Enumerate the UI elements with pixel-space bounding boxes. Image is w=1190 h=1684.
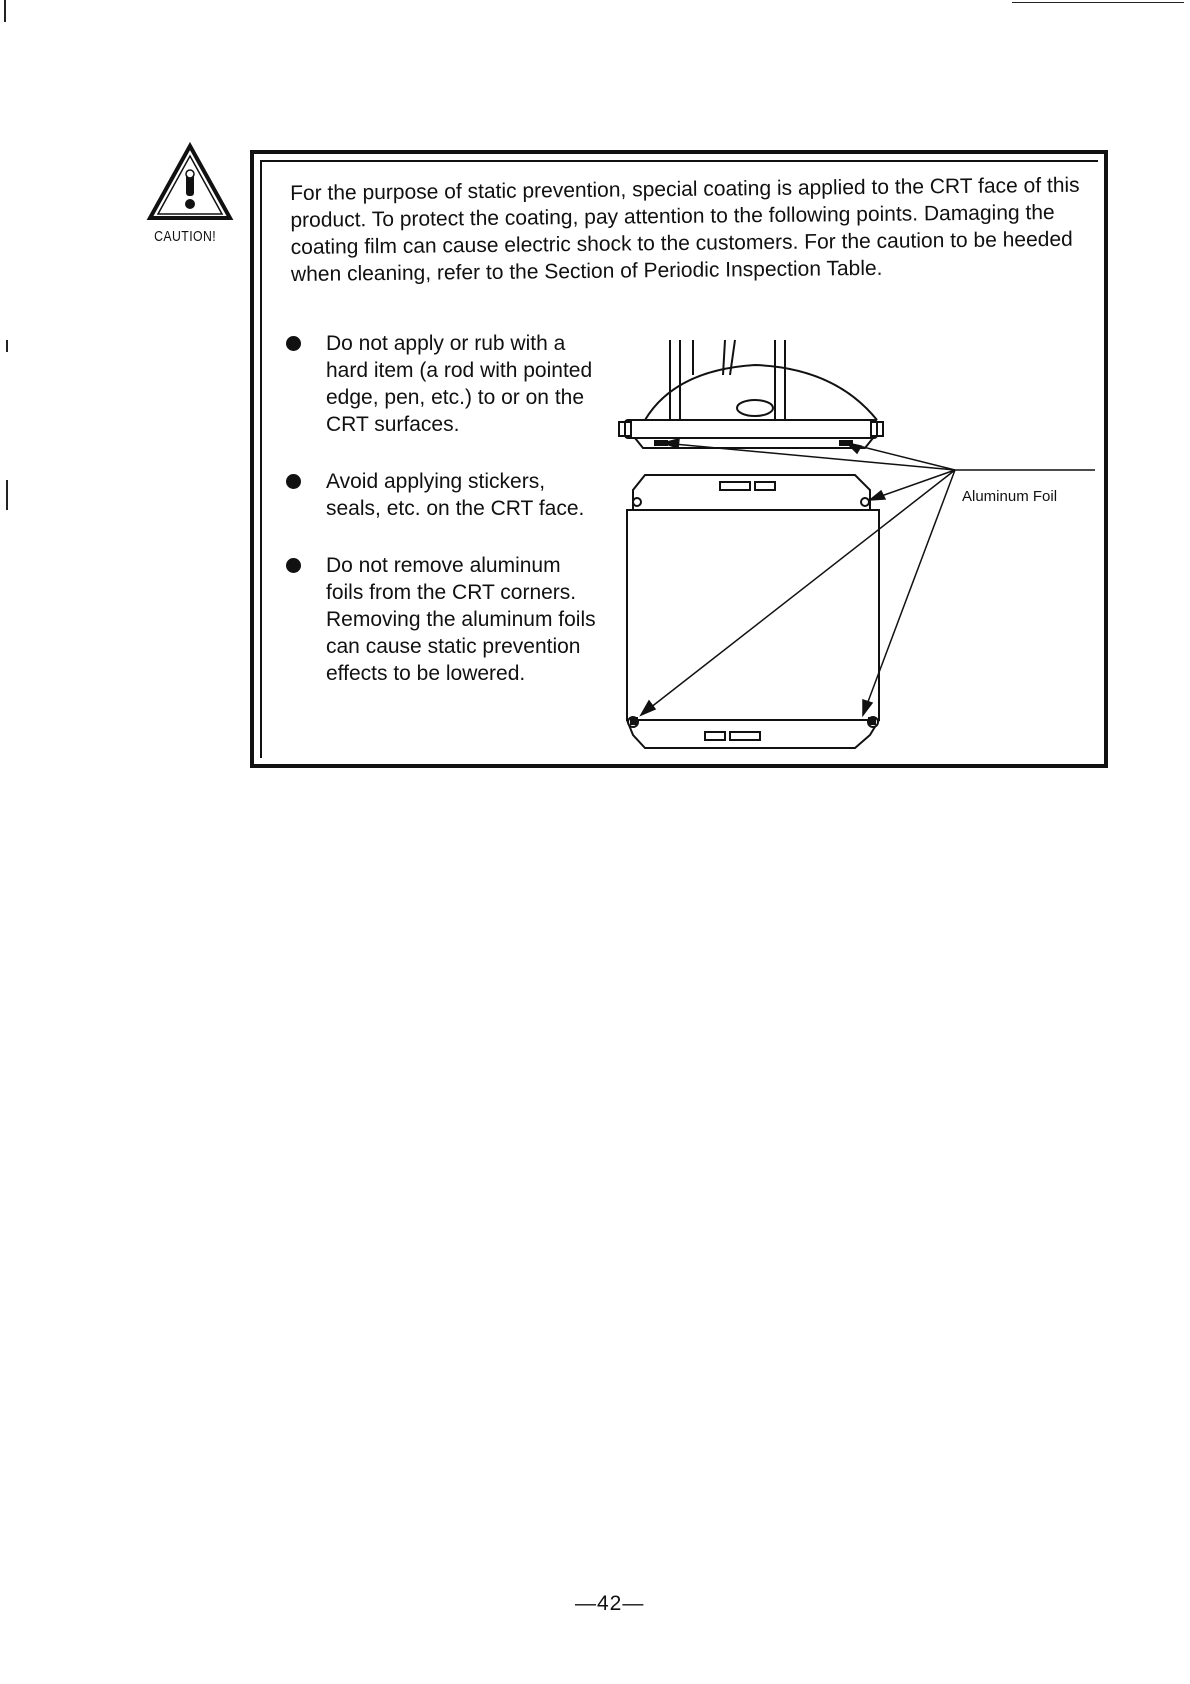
bullet-icon [286,558,301,573]
bullet-item-stickers [290,468,610,522]
aluminum-foil-label: Aluminum Foil [962,488,1058,505]
crt-top-view [619,340,883,448]
foil-callout-arrows [641,439,1095,715]
scan-left-margin-line [4,0,6,22]
bullet-item-hard-item [290,330,610,438]
bullet-text: Do not apply or rub with a hard item (a rod with pointed edge, pen, etc.) to or on the CRT surfaces. [326,332,593,436]
bullet-item-aluminum-foils [290,552,610,687]
bullet-text: Avoid applying stickers, seals, etc. on the CRT face. [326,470,585,520]
scan-left-mark [6,480,8,510]
crt-foil-diagram [615,330,1095,750]
scan-top-right-line [1012,2,1184,3]
caution-icon [146,142,234,222]
crt-front-view [627,475,879,748]
scan-left-mark [6,340,8,352]
notice-intro-text: For the purpose of static prevention, special coating is applied to the CRT face of this product. To protect the coating, pay attention to the following points. Damaging the coating film can cause electric shock to the customers. For the caution to be heeded when cleaning, refer to the Section of Periodic Inspection Table. [290,173,1080,286]
bullet-text: Do not remove aluminum foils from the CRT corners. Removing the aluminum foils can cause static prevention effects to be lowered. [326,554,596,685]
page-number: —42— [575,1592,645,1615]
bullet-icon [286,336,301,351]
caution-label: CAUTION! [154,228,217,245]
bullet-icon [286,474,301,489]
